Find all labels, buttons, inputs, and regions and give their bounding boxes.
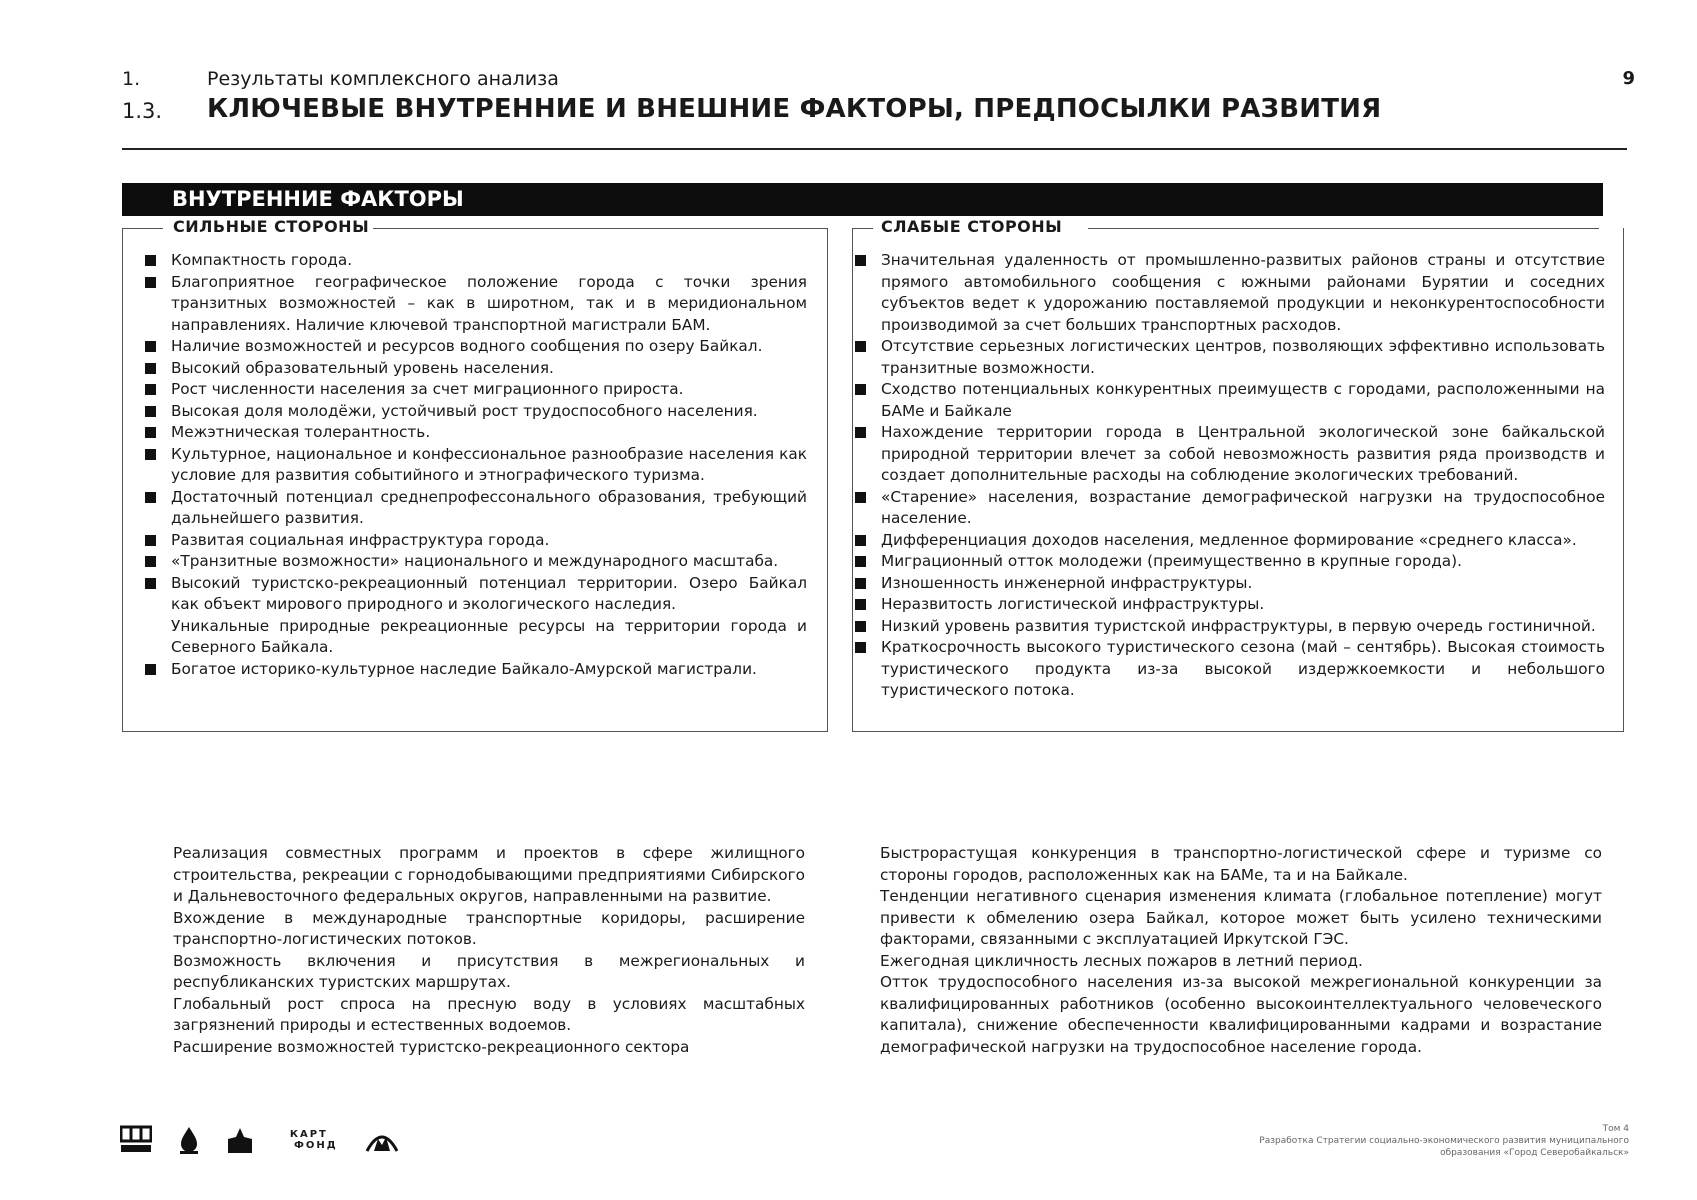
internal-factors-heading: ВНУТРЕННИЕ ФАКТОРЫ xyxy=(122,183,1603,216)
list-item-continuation: Уникальные природные рекреационные ресурсы на территории города и Северного Байкала. xyxy=(171,616,807,656)
bullet-icon xyxy=(855,384,866,395)
page-number: 9 xyxy=(1622,68,1635,89)
box-border-segment xyxy=(853,228,873,229)
list-item-text: Изношенность инженерной инфраструктуры. xyxy=(881,573,1253,592)
weaknesses-list xyxy=(853,250,1605,702)
list-item xyxy=(853,422,1605,487)
list-item-text: Отсутствие серьезных логистических центров, позволяющих эффективно использовать транзитные возможности. xyxy=(881,337,1605,377)
paragraph: Тенденции негативного сценария изменения климата (глобальное потепление) могут привести к обмелению озера Байкал, которое может быть усилено техническими факторами, связанными с эксплуатацией Иркутской ГЭС. xyxy=(880,887,1602,948)
paragraph: Быстрорастущая конкуренция в транспортно-логистической сфере и туризме со стороны городов, расположенных как на БАМе, та и на Байкале. xyxy=(880,844,1602,884)
list-item xyxy=(143,401,807,423)
page-title: КЛЮЧЕВЫЕ ВНУТРЕННИЕ И ВНЕШНИЕ ФАКТОРЫ, ПРЕДПОСЫЛКИ РАЗВИТИЯ xyxy=(207,94,1382,124)
list-item-text: Компактность города. xyxy=(171,251,353,269)
list-item-text: Неразвитость логистической инфраструктуры. xyxy=(881,595,1265,613)
section-number: 1. xyxy=(122,68,141,90)
list-item-text: Сходство потенциальных конкурентных преимуществ с городами, расположенными на БАМе и Байкале xyxy=(881,380,1605,420)
paragraph: Глобальный рост спроса на пресную воду в условиях масштабных загрязнений природы и естественных водоемов. xyxy=(173,994,805,1034)
bullet-icon xyxy=(855,341,866,352)
list-item xyxy=(853,250,1605,336)
strengths-box xyxy=(122,217,828,732)
list-item-text: Достаточный потенциал среднепрофессонального образования, требующий дальнейшего развития. xyxy=(171,487,807,527)
list-item xyxy=(143,530,807,552)
box-border-segment xyxy=(363,228,827,229)
bullet-icon xyxy=(145,492,156,503)
box-border-segment xyxy=(1088,228,1599,229)
list-item-text: Значительная удаленность от промышленно-развитых районов страны и отсутствие прямого автомобильного сообщения с южными районами Бурятии и соседних субъектов ведет к удорожанию поставляемой продукции и неконкурентоспособности производимой за счет больших транспортных расходов. xyxy=(881,251,1605,334)
credit-line: образования «Город Северобайкальск» xyxy=(1440,1148,1629,1158)
building-logo-icon xyxy=(226,1125,254,1155)
list-item xyxy=(853,573,1605,595)
dom-logo-icon xyxy=(120,1125,152,1155)
section-title: Результаты комплексного анализа xyxy=(207,68,559,90)
list-item xyxy=(853,379,1605,422)
kartfond-text: ФОНД xyxy=(294,1140,338,1151)
baikal-logo-icon xyxy=(364,1125,400,1155)
list-item-text: Богатое историко-культурное наследие Байкало-Амурской магистрали. xyxy=(171,659,757,678)
bullet-icon xyxy=(855,427,866,438)
list-item-text: «Старение» населения, возрастание демографической нагрузки на трудоспособное население. xyxy=(881,487,1605,527)
list-item xyxy=(143,659,807,681)
bullet-icon xyxy=(145,406,156,417)
subsection-number: 1.3. xyxy=(122,99,163,123)
list-item-text: Низкий уровень развития туристской инфраструктуры, в первую очередь гостиничной. xyxy=(881,616,1596,635)
list-item xyxy=(143,573,807,659)
list-item xyxy=(143,379,807,401)
list-item-text: Культурное, национальное и конфессиональное разнообразие населения как условие для развития событийного и этнографического туризма. xyxy=(171,444,807,484)
list-item-text: Высокая доля молодёжи, устойчивый рост трудоспособного населения. xyxy=(171,401,758,420)
list-item xyxy=(143,272,807,337)
credit-line: Разработка Стратегии социально-экономического развития муниципального xyxy=(1259,1136,1629,1146)
bullet-icon xyxy=(145,664,156,675)
list-item-text: Высокий туристско-рекреационный потенциал территории. Озеро Байкал как объект мирового природного и экологического наследия. xyxy=(171,573,807,613)
paragraph: Ежегодная цикличность лесных пожаров в летний период. xyxy=(880,951,1363,970)
bullet-icon xyxy=(145,556,156,567)
list-item-text: Миграционный отток молодежи (преимущественно в крупные города). xyxy=(881,552,1462,570)
bullet-icon xyxy=(145,277,156,288)
list-item-text: «Транзитные возможности» национального и международного масштаба. xyxy=(171,552,779,570)
list-item xyxy=(143,250,807,272)
list-item xyxy=(143,422,807,444)
weaknesses-box xyxy=(852,217,1624,732)
weaknesses-title: СЛАБЫЕ СТОРОНЫ xyxy=(877,217,1066,236)
bullet-icon xyxy=(145,449,156,460)
strengths-list xyxy=(143,250,807,680)
list-item-text: Высокий образовательный уровень населения. xyxy=(171,358,554,377)
threats-text xyxy=(880,843,1602,1058)
kartfond-text: КАРТ xyxy=(289,1129,328,1140)
bullet-icon xyxy=(855,492,866,503)
list-item xyxy=(853,487,1605,530)
footer-credit xyxy=(1209,1123,1629,1159)
list-item xyxy=(853,594,1605,616)
list-item-text: Дифференциация доходов населения, медленное формирование «среднего класса». xyxy=(881,530,1577,549)
box-border-segment xyxy=(123,228,163,229)
paragraph: Вхождение в международные транспортные коридоры, расширение транспортно-логистических потоков. xyxy=(173,908,805,948)
bullet-icon xyxy=(145,341,156,352)
header-divider xyxy=(122,148,1627,150)
list-item xyxy=(853,336,1605,379)
kartfond-logo xyxy=(280,1129,338,1151)
list-item xyxy=(853,530,1605,552)
list-item-text: Нахождение территории города в Центральной экологической зоне байкальской природной территории влечет за собой невозможность развития ряда производств и создает дополнительные расходы на соблюдение экологических требований. xyxy=(881,423,1605,484)
bullet-icon xyxy=(145,427,156,438)
list-item xyxy=(853,637,1605,702)
list-item-text: Развитая социальная инфраструктура города. xyxy=(171,530,550,549)
bullet-icon xyxy=(855,556,866,567)
strengths-title: СИЛЬНЫЕ СТОРОНЫ xyxy=(169,217,373,236)
bullet-icon xyxy=(855,255,866,266)
drop-logo-icon xyxy=(178,1125,200,1155)
list-item xyxy=(853,616,1605,638)
bullet-icon xyxy=(855,599,866,610)
bullet-icon xyxy=(145,363,156,374)
bullet-icon xyxy=(855,642,866,653)
list-item xyxy=(143,444,807,487)
list-item-text: Краткосрочность высокого туристического сезона (май – сентябрь). Высокая стоимость туристического продукта из-за высокой издержкоемкости и небольшого туристического потока. xyxy=(881,638,1605,699)
volume-label: Том 4 xyxy=(1602,1124,1629,1134)
list-item xyxy=(143,487,807,530)
bullet-icon xyxy=(145,384,156,395)
list-item-text: Благоприятное географическое положение города с точки зрения транзитных возможностей – как в широтном, так и в меридиональном направлениях. Наличие ключевой транспортной магистрали БАМ. xyxy=(171,272,807,334)
paragraph: Отток трудоспособного населения из-за высокой межрегиональной конкуренции за квалифицированных работников (особенно высокоинтеллектуального человеческого капитала), снижение обеспеченности квалифицированными кадрами и возрастание демографической нагрузки на трудоспособное население города. xyxy=(880,973,1602,1056)
bullet-icon xyxy=(145,535,156,546)
bullet-icon xyxy=(855,578,866,589)
paragraph: Возможность включения и присутствия в межрегиональных и республиканских туристских маршрутах. xyxy=(173,951,805,991)
list-item-text: Рост численности населения за счет миграционного прироста. xyxy=(171,380,684,398)
list-item-text: Наличие возможностей и ресурсов водного сообщения по озеру Байкал. xyxy=(171,337,763,355)
list-item-text: Межэтническая толерантность. xyxy=(171,423,431,441)
list-item xyxy=(853,551,1605,573)
list-item xyxy=(143,551,807,573)
bullet-icon xyxy=(855,621,866,632)
paragraph: Расширение возможностей туристско-рекреационного сектора xyxy=(173,1037,690,1056)
bullet-icon xyxy=(145,578,156,589)
list-item xyxy=(143,336,807,358)
opportunities-text xyxy=(173,843,805,1058)
bullet-icon xyxy=(855,535,866,546)
bullet-icon xyxy=(145,255,156,266)
list-item xyxy=(143,358,807,380)
footer-logos xyxy=(120,1125,400,1155)
paragraph: Реализация совместных программ и проектов в сфере жилищного строительства, рекреации с горнодобывающими предприятиями Сибирского и Дальневосточного федеральных округов, направленными на развитие. xyxy=(173,844,805,905)
